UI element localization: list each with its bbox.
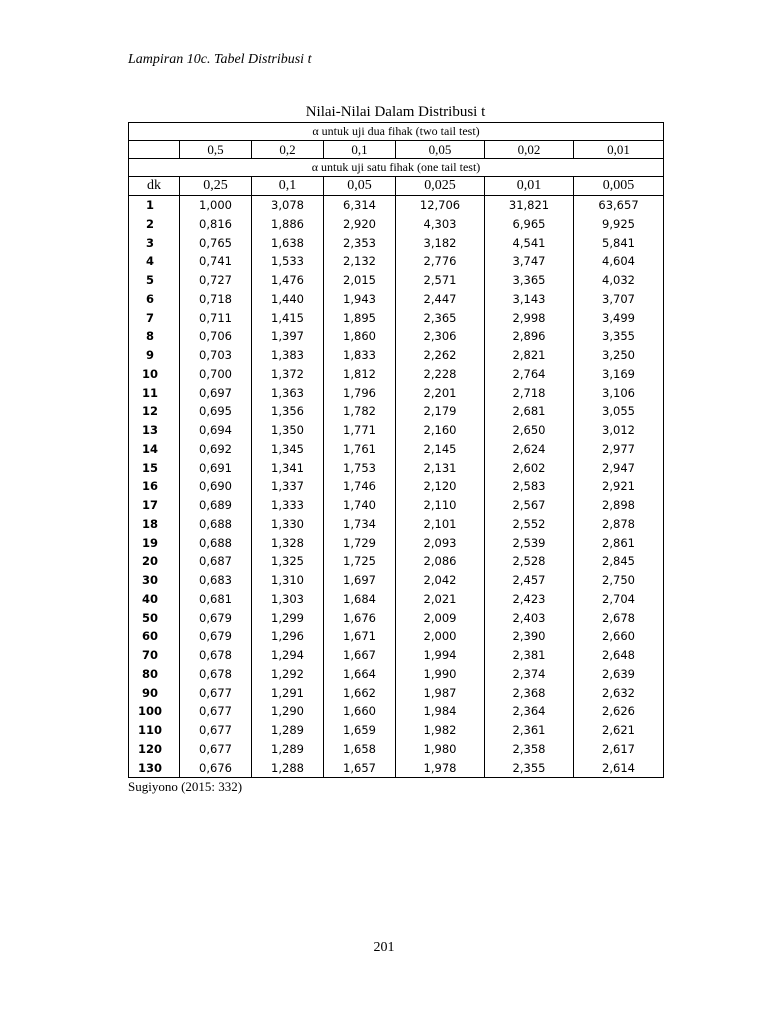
t-value-cell: 1,288 [252, 759, 324, 778]
two-tail-alpha: 0,01 [574, 141, 664, 159]
t-value-cell: 3,055 [574, 402, 664, 421]
t-value-cell: 2,000 [396, 627, 485, 646]
dk-cell: 5 [129, 271, 180, 290]
t-value-cell: 1,782 [324, 402, 396, 421]
t-value-cell: 4,303 [396, 215, 485, 234]
t-value-cell: 2,101 [396, 515, 485, 534]
one-tail-alpha: 0,1 [252, 177, 324, 196]
dk-cell: 7 [129, 309, 180, 328]
t-value-cell: 1,984 [396, 702, 485, 721]
table-row [129, 665, 664, 684]
t-value-cell: 1,294 [252, 646, 324, 665]
t-value-cell: 2,528 [485, 552, 574, 571]
dk-cell: 90 [129, 684, 180, 703]
one-tail-label: α untuk uji satu fihak (one tail test) [129, 159, 664, 177]
t-value-cell: 2,132 [324, 252, 396, 271]
t-value-cell: 0,765 [180, 234, 252, 253]
dk-cell: 110 [129, 721, 180, 740]
dk-cell: 13 [129, 421, 180, 440]
t-value-cell: 2,617 [574, 740, 664, 759]
t-value-cell: 1,345 [252, 440, 324, 459]
t-value-cell: 2,896 [485, 327, 574, 346]
t-value-cell: 1,676 [324, 609, 396, 628]
t-value-cell: 1,337 [252, 477, 324, 496]
table-body [129, 196, 664, 778]
table-row [129, 327, 664, 346]
t-value-cell: 0,681 [180, 590, 252, 609]
table-row [129, 309, 664, 328]
t-value-cell: 2,364 [485, 702, 574, 721]
t-value-cell: 0,677 [180, 721, 252, 740]
table-row [129, 215, 664, 234]
t-value-cell: 1,303 [252, 590, 324, 609]
page-header: Lampiran 10c. Tabel Distribusi t [128, 52, 312, 67]
t-value-cell: 3,182 [396, 234, 485, 253]
t-value-cell: 1,299 [252, 609, 324, 628]
t-value-cell: 2,998 [485, 309, 574, 328]
t-value-cell: 2,861 [574, 534, 664, 553]
dk-cell: 9 [129, 346, 180, 365]
t-value-cell: 2,120 [396, 477, 485, 496]
t-value-cell: 2,262 [396, 346, 485, 365]
t-value-cell: 3,143 [485, 290, 574, 309]
dk-cell: 120 [129, 740, 180, 759]
t-value-cell: 1,325 [252, 552, 324, 571]
t-value-cell: 6,965 [485, 215, 574, 234]
t-value-cell: 1,684 [324, 590, 396, 609]
t-value-cell: 2,650 [485, 421, 574, 440]
t-value-cell: 1,296 [252, 627, 324, 646]
t-value-cell: 2,626 [574, 702, 664, 721]
t-value-cell: 2,878 [574, 515, 664, 534]
t-value-cell: 1,356 [252, 402, 324, 421]
t-value-cell: 3,499 [574, 309, 664, 328]
t-value-cell: 2,403 [485, 609, 574, 628]
table-row [129, 627, 664, 646]
table-row [129, 365, 664, 384]
t-value-cell: 1,363 [252, 384, 324, 403]
dk-cell: 16 [129, 477, 180, 496]
t-value-cell: 2,821 [485, 346, 574, 365]
t-distribution-table [128, 122, 664, 778]
t-value-cell: 2,355 [485, 759, 574, 778]
t-value-cell: 1,740 [324, 496, 396, 515]
t-value-cell: 1,659 [324, 721, 396, 740]
t-value-cell: 31,821 [485, 196, 574, 215]
t-value-cell: 2,750 [574, 571, 664, 590]
t-value-cell: 2,201 [396, 384, 485, 403]
dk-cell: 19 [129, 534, 180, 553]
t-value-cell: 6,314 [324, 196, 396, 215]
t-value-cell: 0,683 [180, 571, 252, 590]
dk-cell: 1 [129, 196, 180, 215]
t-value-cell: 2,368 [485, 684, 574, 703]
t-value-cell: 2,718 [485, 384, 574, 403]
t-value-cell: 2,621 [574, 721, 664, 740]
table-row [129, 740, 664, 759]
t-value-cell: 0,688 [180, 515, 252, 534]
t-value-cell: 2,131 [396, 459, 485, 478]
dk-cell: 50 [129, 609, 180, 628]
dk-cell: 80 [129, 665, 180, 684]
table-row [129, 402, 664, 421]
empty-header-cell [129, 141, 180, 159]
table-row [129, 459, 664, 478]
t-value-cell: 2,145 [396, 440, 485, 459]
t-value-cell: 0,676 [180, 759, 252, 778]
t-value-cell: 3,250 [574, 346, 664, 365]
table-row [129, 646, 664, 665]
t-value-cell: 2,160 [396, 421, 485, 440]
t-value-cell: 1,886 [252, 215, 324, 234]
t-value-cell: 0,697 [180, 384, 252, 403]
t-value-cell: 2,365 [396, 309, 485, 328]
t-value-cell: 3,012 [574, 421, 664, 440]
t-value-cell: 0,677 [180, 740, 252, 759]
t-value-cell: 1,729 [324, 534, 396, 553]
one-tail-alpha: 0,005 [574, 177, 664, 196]
t-value-cell: 2,614 [574, 759, 664, 778]
t-value-cell: 0,692 [180, 440, 252, 459]
t-value-cell: 3,169 [574, 365, 664, 384]
table-row [129, 515, 664, 534]
dk-cell: 17 [129, 496, 180, 515]
t-value-cell: 1,697 [324, 571, 396, 590]
t-value-cell: 1,397 [252, 327, 324, 346]
t-value-cell: 2,567 [485, 496, 574, 515]
t-value-cell: 1,660 [324, 702, 396, 721]
t-value-cell: 5,841 [574, 234, 664, 253]
dk-cell: 130 [129, 759, 180, 778]
table-row [129, 702, 664, 721]
dk-cell: 100 [129, 702, 180, 721]
t-value-cell: 1,664 [324, 665, 396, 684]
t-value-cell: 1,978 [396, 759, 485, 778]
t-value-cell: 2,583 [485, 477, 574, 496]
t-value-cell: 0,695 [180, 402, 252, 421]
table-row [129, 721, 664, 740]
t-value-cell: 3,747 [485, 252, 574, 271]
source-citation: Sugiyono (2015: 332) [128, 779, 243, 794]
t-value-cell: 2,353 [324, 234, 396, 253]
t-value-cell: 2,648 [574, 646, 664, 665]
table-row [129, 552, 664, 571]
t-value-cell: 1,658 [324, 740, 396, 759]
t-value-cell: 2,602 [485, 459, 574, 478]
t-value-cell: 3,355 [574, 327, 664, 346]
t-value-cell: 1,990 [396, 665, 485, 684]
t-value-cell: 2,093 [396, 534, 485, 553]
two-tail-alpha: 0,1 [324, 141, 396, 159]
table-row [129, 271, 664, 290]
table-row [129, 234, 664, 253]
t-value-cell: 1,440 [252, 290, 324, 309]
t-value-cell: 4,541 [485, 234, 574, 253]
t-value-cell: 1,292 [252, 665, 324, 684]
dk-header: dk [129, 177, 180, 196]
t-value-cell: 63,657 [574, 196, 664, 215]
t-value-cell: 1,943 [324, 290, 396, 309]
t-value-cell: 1,328 [252, 534, 324, 553]
t-value-cell: 1,290 [252, 702, 324, 721]
table-row [129, 346, 664, 365]
t-value-cell: 1,796 [324, 384, 396, 403]
t-value-cell: 4,604 [574, 252, 664, 271]
t-value-cell: 2,381 [485, 646, 574, 665]
t-value-cell: 1,333 [252, 496, 324, 515]
t-value-cell: 1,310 [252, 571, 324, 590]
table-row [129, 759, 664, 778]
two-tail-alpha: 0,05 [396, 141, 485, 159]
t-value-cell: 1,980 [396, 740, 485, 759]
dk-cell: 14 [129, 440, 180, 459]
t-value-cell: 1,982 [396, 721, 485, 740]
t-value-cell: 2,042 [396, 571, 485, 590]
dk-cell: 3 [129, 234, 180, 253]
dk-cell: 70 [129, 646, 180, 665]
table-row [129, 290, 664, 309]
table-row [129, 496, 664, 515]
t-value-cell: 3,365 [485, 271, 574, 290]
table-row [129, 590, 664, 609]
table-row [129, 196, 664, 215]
t-value-cell: 1,341 [252, 459, 324, 478]
t-value-cell: 0,677 [180, 702, 252, 721]
t-value-cell: 0,700 [180, 365, 252, 384]
t-value-cell: 0,690 [180, 477, 252, 496]
t-value-cell: 2,552 [485, 515, 574, 534]
t-value-cell: 12,706 [396, 196, 485, 215]
t-value-cell: 2,306 [396, 327, 485, 346]
table-row [129, 684, 664, 703]
t-value-cell: 1,000 [180, 196, 252, 215]
t-value-cell: 2,228 [396, 365, 485, 384]
t-value-cell: 1,383 [252, 346, 324, 365]
dk-cell: 20 [129, 552, 180, 571]
t-value-cell: 0,678 [180, 665, 252, 684]
dk-cell: 60 [129, 627, 180, 646]
t-value-cell: 2,015 [324, 271, 396, 290]
table-row [129, 384, 664, 403]
two-tail-alpha: 0,2 [252, 141, 324, 159]
dk-cell: 30 [129, 571, 180, 590]
table-row [129, 440, 664, 459]
dk-cell: 10 [129, 365, 180, 384]
t-value-cell: 0,691 [180, 459, 252, 478]
t-value-cell: 1,833 [324, 346, 396, 365]
t-value-cell: 9,925 [574, 215, 664, 234]
t-value-cell: 2,681 [485, 402, 574, 421]
dk-cell: 6 [129, 290, 180, 309]
t-value-cell: 1,291 [252, 684, 324, 703]
t-value-cell: 2,704 [574, 590, 664, 609]
t-value-cell: 2,632 [574, 684, 664, 703]
t-value-cell: 0,727 [180, 271, 252, 290]
t-value-cell: 0,679 [180, 627, 252, 646]
t-value-cell: 2,920 [324, 215, 396, 234]
dk-cell: 40 [129, 590, 180, 609]
table-title: Nilai-Nilai Dalam Distribusi t [305, 104, 486, 120]
t-value-cell: 0,687 [180, 552, 252, 571]
page-number: 201 [373, 940, 395, 955]
t-value-cell: 1,533 [252, 252, 324, 271]
t-value-cell: 2,457 [485, 571, 574, 590]
t-value-cell: 0,677 [180, 684, 252, 703]
t-value-cell: 1,289 [252, 721, 324, 740]
t-value-cell: 0,816 [180, 215, 252, 234]
t-value-cell: 2,845 [574, 552, 664, 571]
t-value-cell: 2,898 [574, 496, 664, 515]
t-value-cell: 2,086 [396, 552, 485, 571]
dk-cell: 18 [129, 515, 180, 534]
t-value-cell: 1,667 [324, 646, 396, 665]
t-value-cell: 2,539 [485, 534, 574, 553]
t-value-cell: 4,032 [574, 271, 664, 290]
t-value-cell: 0,706 [180, 327, 252, 346]
t-value-cell: 1,638 [252, 234, 324, 253]
t-value-cell: 2,660 [574, 627, 664, 646]
dk-cell: 12 [129, 402, 180, 421]
t-value-cell: 2,776 [396, 252, 485, 271]
table-row [129, 252, 664, 271]
two-tail-alpha: 0,5 [180, 141, 252, 159]
t-value-cell: 0,711 [180, 309, 252, 328]
t-value-cell: 0,679 [180, 609, 252, 628]
t-value-cell: 2,947 [574, 459, 664, 478]
dk-cell: 15 [129, 459, 180, 478]
t-value-cell: 3,078 [252, 196, 324, 215]
t-value-cell: 1,330 [252, 515, 324, 534]
t-value-cell: 1,657 [324, 759, 396, 778]
table-row [129, 571, 664, 590]
t-value-cell: 2,639 [574, 665, 664, 684]
t-value-cell: 1,895 [324, 309, 396, 328]
dk-cell: 4 [129, 252, 180, 271]
t-value-cell: 1,350 [252, 421, 324, 440]
t-value-cell: 1,725 [324, 552, 396, 571]
t-value-cell: 1,771 [324, 421, 396, 440]
t-value-cell: 3,106 [574, 384, 664, 403]
t-value-cell: 2,009 [396, 609, 485, 628]
t-value-cell: 2,977 [574, 440, 664, 459]
two-tail-alpha: 0,02 [485, 141, 574, 159]
t-value-cell: 1,753 [324, 459, 396, 478]
dk-cell: 2 [129, 215, 180, 234]
t-value-cell: 1,671 [324, 627, 396, 646]
dk-cell: 11 [129, 384, 180, 403]
t-value-cell: 1,476 [252, 271, 324, 290]
t-value-cell: 1,289 [252, 740, 324, 759]
t-value-cell: 0,694 [180, 421, 252, 440]
t-value-cell: 2,423 [485, 590, 574, 609]
t-value-cell: 1,415 [252, 309, 324, 328]
t-value-cell: 2,021 [396, 590, 485, 609]
t-value-cell: 0,741 [180, 252, 252, 271]
t-value-cell: 2,571 [396, 271, 485, 290]
t-value-cell: 0,678 [180, 646, 252, 665]
one-tail-alpha: 0,025 [396, 177, 485, 196]
t-value-cell: 0,689 [180, 496, 252, 515]
dk-cell: 8 [129, 327, 180, 346]
table-row [129, 609, 664, 628]
t-value-cell: 1,812 [324, 365, 396, 384]
t-value-cell: 1,761 [324, 440, 396, 459]
t-value-cell: 1,662 [324, 684, 396, 703]
t-value-cell: 2,361 [485, 721, 574, 740]
table-row [129, 477, 664, 496]
t-value-cell: 2,764 [485, 365, 574, 384]
two-tail-label: α untuk uji dua fihak (two tail test) [129, 123, 664, 141]
t-value-cell: 2,921 [574, 477, 664, 496]
t-value-cell: 0,703 [180, 346, 252, 365]
t-value-cell: 1,994 [396, 646, 485, 665]
one-tail-alpha: 0,05 [324, 177, 396, 196]
t-value-cell: 0,718 [180, 290, 252, 309]
t-value-cell: 2,624 [485, 440, 574, 459]
t-value-cell: 1,734 [324, 515, 396, 534]
t-value-cell: 2,374 [485, 665, 574, 684]
t-value-cell: 2,447 [396, 290, 485, 309]
t-value-cell: 1,987 [396, 684, 485, 703]
t-value-cell: 2,179 [396, 402, 485, 421]
t-value-cell: 2,110 [396, 496, 485, 515]
table-row [129, 421, 664, 440]
t-value-cell: 2,678 [574, 609, 664, 628]
t-value-cell: 1,860 [324, 327, 396, 346]
table-row [129, 534, 664, 553]
t-value-cell: 0,688 [180, 534, 252, 553]
one-tail-alpha: 0,25 [180, 177, 252, 196]
t-value-cell: 1,372 [252, 365, 324, 384]
t-value-cell: 1,746 [324, 477, 396, 496]
t-value-cell: 2,358 [485, 740, 574, 759]
t-value-cell: 2,390 [485, 627, 574, 646]
t-value-cell: 3,707 [574, 290, 664, 309]
one-tail-alpha: 0,01 [485, 177, 574, 196]
